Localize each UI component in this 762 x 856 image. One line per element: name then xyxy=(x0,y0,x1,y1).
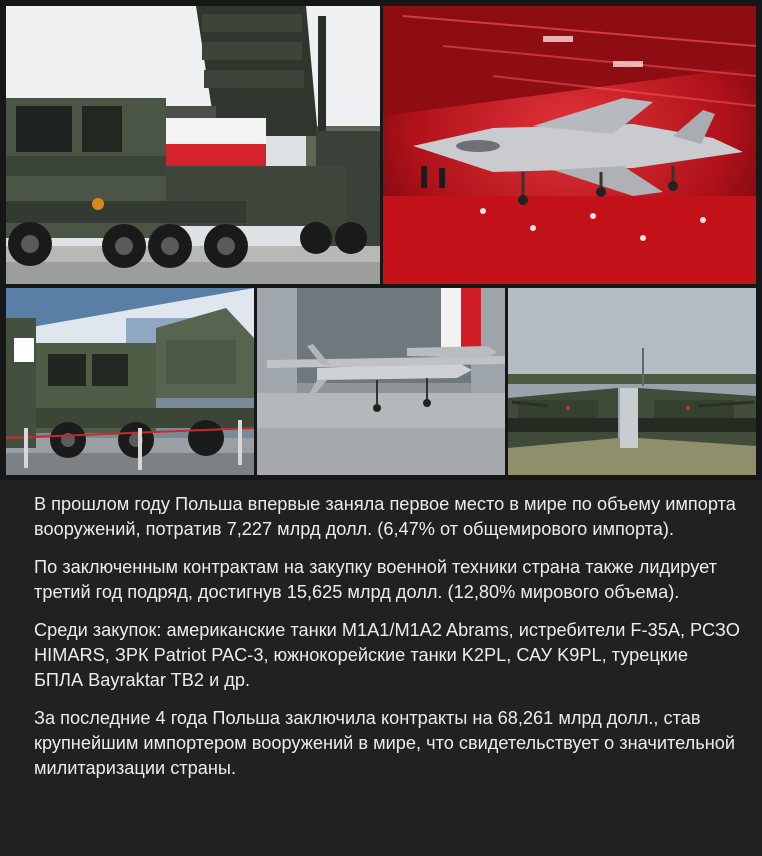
paragraph-four-years: За последние 4 года Польша заключила контракты на 68,261 млрд долл., став крупнейшим импортером вооружений в мире, что свидетельствует о значительной милитаризации страны. xyxy=(34,708,736,778)
photo-bayraktar-drone[interactable] xyxy=(257,288,505,475)
patriot-launcher-image xyxy=(6,6,380,284)
abrams-tanks-image xyxy=(508,288,756,475)
post-text xyxy=(34,492,740,794)
paragraph-import-rank: В прошлом году Польша впервые заняла первое место в мире по объему импорта вооружений, потратив 7,227 млрд долл. (6,47% от общемирового импорта). xyxy=(34,494,736,539)
paragraph-contracts-lead: По заключенным контрактам на закупку военной техники страна также лидирует третий год подряд, достигнув 15,625 млрд долл. (12,80% мирового объема). xyxy=(34,557,717,602)
photo-patriot-launcher[interactable] xyxy=(6,6,380,284)
photo-f35-hangar[interactable] xyxy=(383,6,756,284)
photo-himars-truck[interactable] xyxy=(6,288,254,475)
bayraktar-drone-image xyxy=(257,288,505,475)
photo-abrams-tanks[interactable] xyxy=(508,288,756,475)
himars-truck-image xyxy=(6,288,254,475)
paragraph-purchases: Среди закупок: американские танки M1A1/M1A2 Abrams, истребители F-35A, РСЗО HIMARS, ЗРК Patriot PAC-3, южнокорейские танки K2PL, САУ K9PL, турецкие БПЛА Bayraktar TB2 и др. xyxy=(34,620,740,690)
f35-hangar-image xyxy=(383,6,756,284)
